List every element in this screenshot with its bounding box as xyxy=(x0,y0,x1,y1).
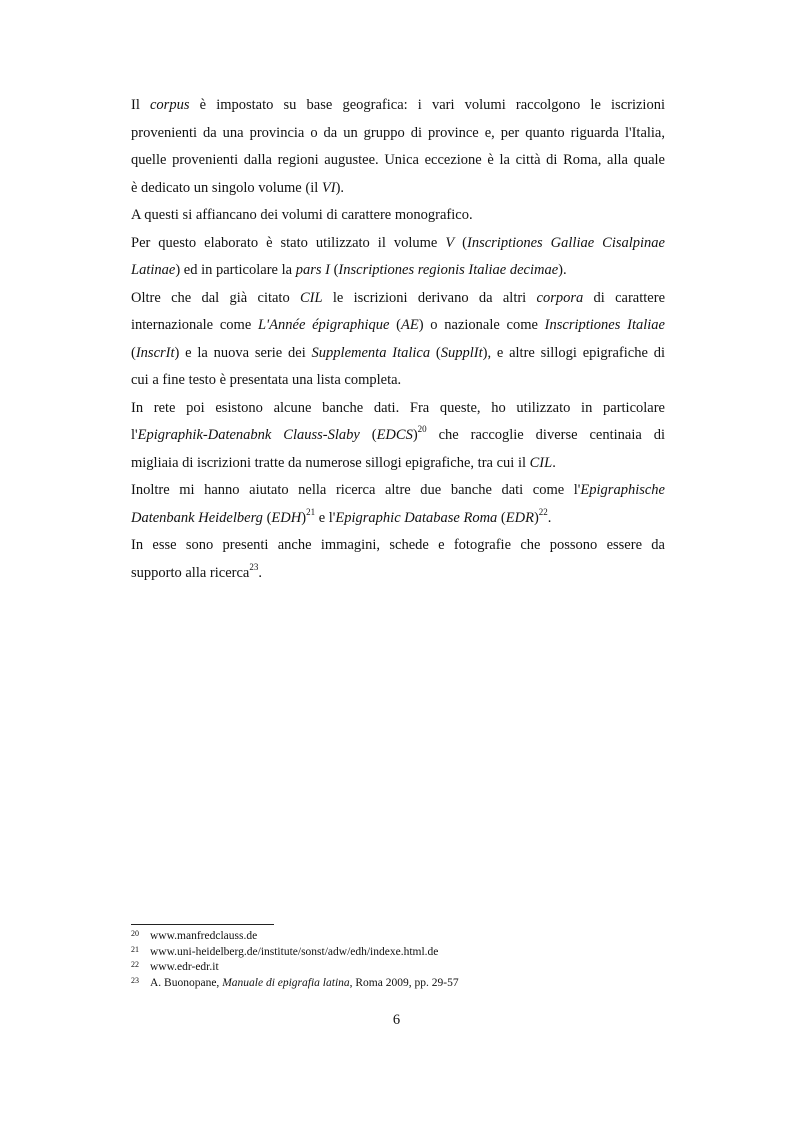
text-line: cui a fine testo è presentata una lista completa. xyxy=(131,372,402,388)
footnote-text: A. Buonopane, Manuale di epigrafia latina, Roma 2009, pp. 29-57 xyxy=(150,976,459,989)
footnote-number: 23 xyxy=(131,975,139,985)
text-line: supporto alla ricerca$^{23}$. xyxy=(131,561,262,581)
footnote xyxy=(131,929,671,945)
footnote-ref: 21 xyxy=(306,506,316,517)
text-line: internazionale come L'Année épigraphique (AE) o nazionale come Inscriptiones Italiae xyxy=(131,317,665,333)
text-line: Datenbank Heidelberg (EDH)$^{21}$ e l'Epigraphic Database Roma (EDR)$^{22}$. xyxy=(131,506,552,526)
footnote-separator xyxy=(131,924,274,925)
text-line: provenienti da una provincia o da un gruppo di province e, per quanto riguarda l'Italia, xyxy=(131,124,665,141)
text-line: Il corpus è impostato su base geografica: i vari volumi raccolgono le iscrizioni xyxy=(131,97,665,113)
page-number: 6 xyxy=(392,1012,401,1028)
footnotes xyxy=(131,929,671,991)
footnote-text: www.manfredclauss.de xyxy=(150,930,258,942)
footnote-text: www.uni-heidelberg.de/institute/sonst/adw/edh/indexe.html.de xyxy=(150,945,439,958)
footnote-number: 22 xyxy=(131,960,139,969)
text-line: Inoltre mi hanno aiutato nella ricerca altre due banche dati come l'Epigraphische xyxy=(131,482,665,498)
footnote-ref: 23 xyxy=(249,561,259,572)
footnote-text: www.edr-edr.it xyxy=(150,961,219,973)
text-line: è dedicato un singolo volume (il VI). xyxy=(131,179,345,196)
footnote-number: 20 xyxy=(131,929,139,938)
text-line: l'Epigraphik-Datenabnk Clauss-Slaby (EDCS)$^{20}$ che raccoglie diverse centinaia di xyxy=(131,424,665,443)
footnote xyxy=(131,945,671,961)
text-line: Latinae) ed in particolare la pars I (Inscriptiones regionis Italiae decimae). xyxy=(131,262,567,278)
text-line: (InscrIt) e la nuova serie dei Supplementa Italica (SupplIt), e altre sillogi epigrafiche di xyxy=(131,344,665,361)
body-text xyxy=(131,92,665,587)
text-line: Oltre che dal già citato CIL le iscrizioni derivano da altri corpora di carattere xyxy=(131,289,666,306)
text-line: quelle provenienti dalla regioni augustee. Unica eccezione è la città di Roma, alla quale xyxy=(131,152,665,168)
footnote-number: 21 xyxy=(131,944,139,954)
footnote xyxy=(131,960,671,976)
footnote-ref: 20 xyxy=(417,424,427,435)
footnote-ref: 22 xyxy=(538,506,548,517)
text-line: In esse sono presenti anche immagini, schede e fotografie che possono essere da xyxy=(131,537,665,553)
text-line: migliaia di iscrizioni tratte da numerose sillogi epigrafiche, tra cui il CIL. xyxy=(131,454,556,471)
text-line: Per questo elaborato è stato utilizzato il volume V (Inscriptiones Galliae Cisalpinae xyxy=(131,234,665,251)
text-line: In rete poi esistono alcune banche dati. Fra queste, ho utilizzato in particolare xyxy=(131,399,665,416)
footnote xyxy=(131,976,671,992)
text-line: A questi si affiancano dei volumi di carattere monografico. xyxy=(131,207,473,223)
